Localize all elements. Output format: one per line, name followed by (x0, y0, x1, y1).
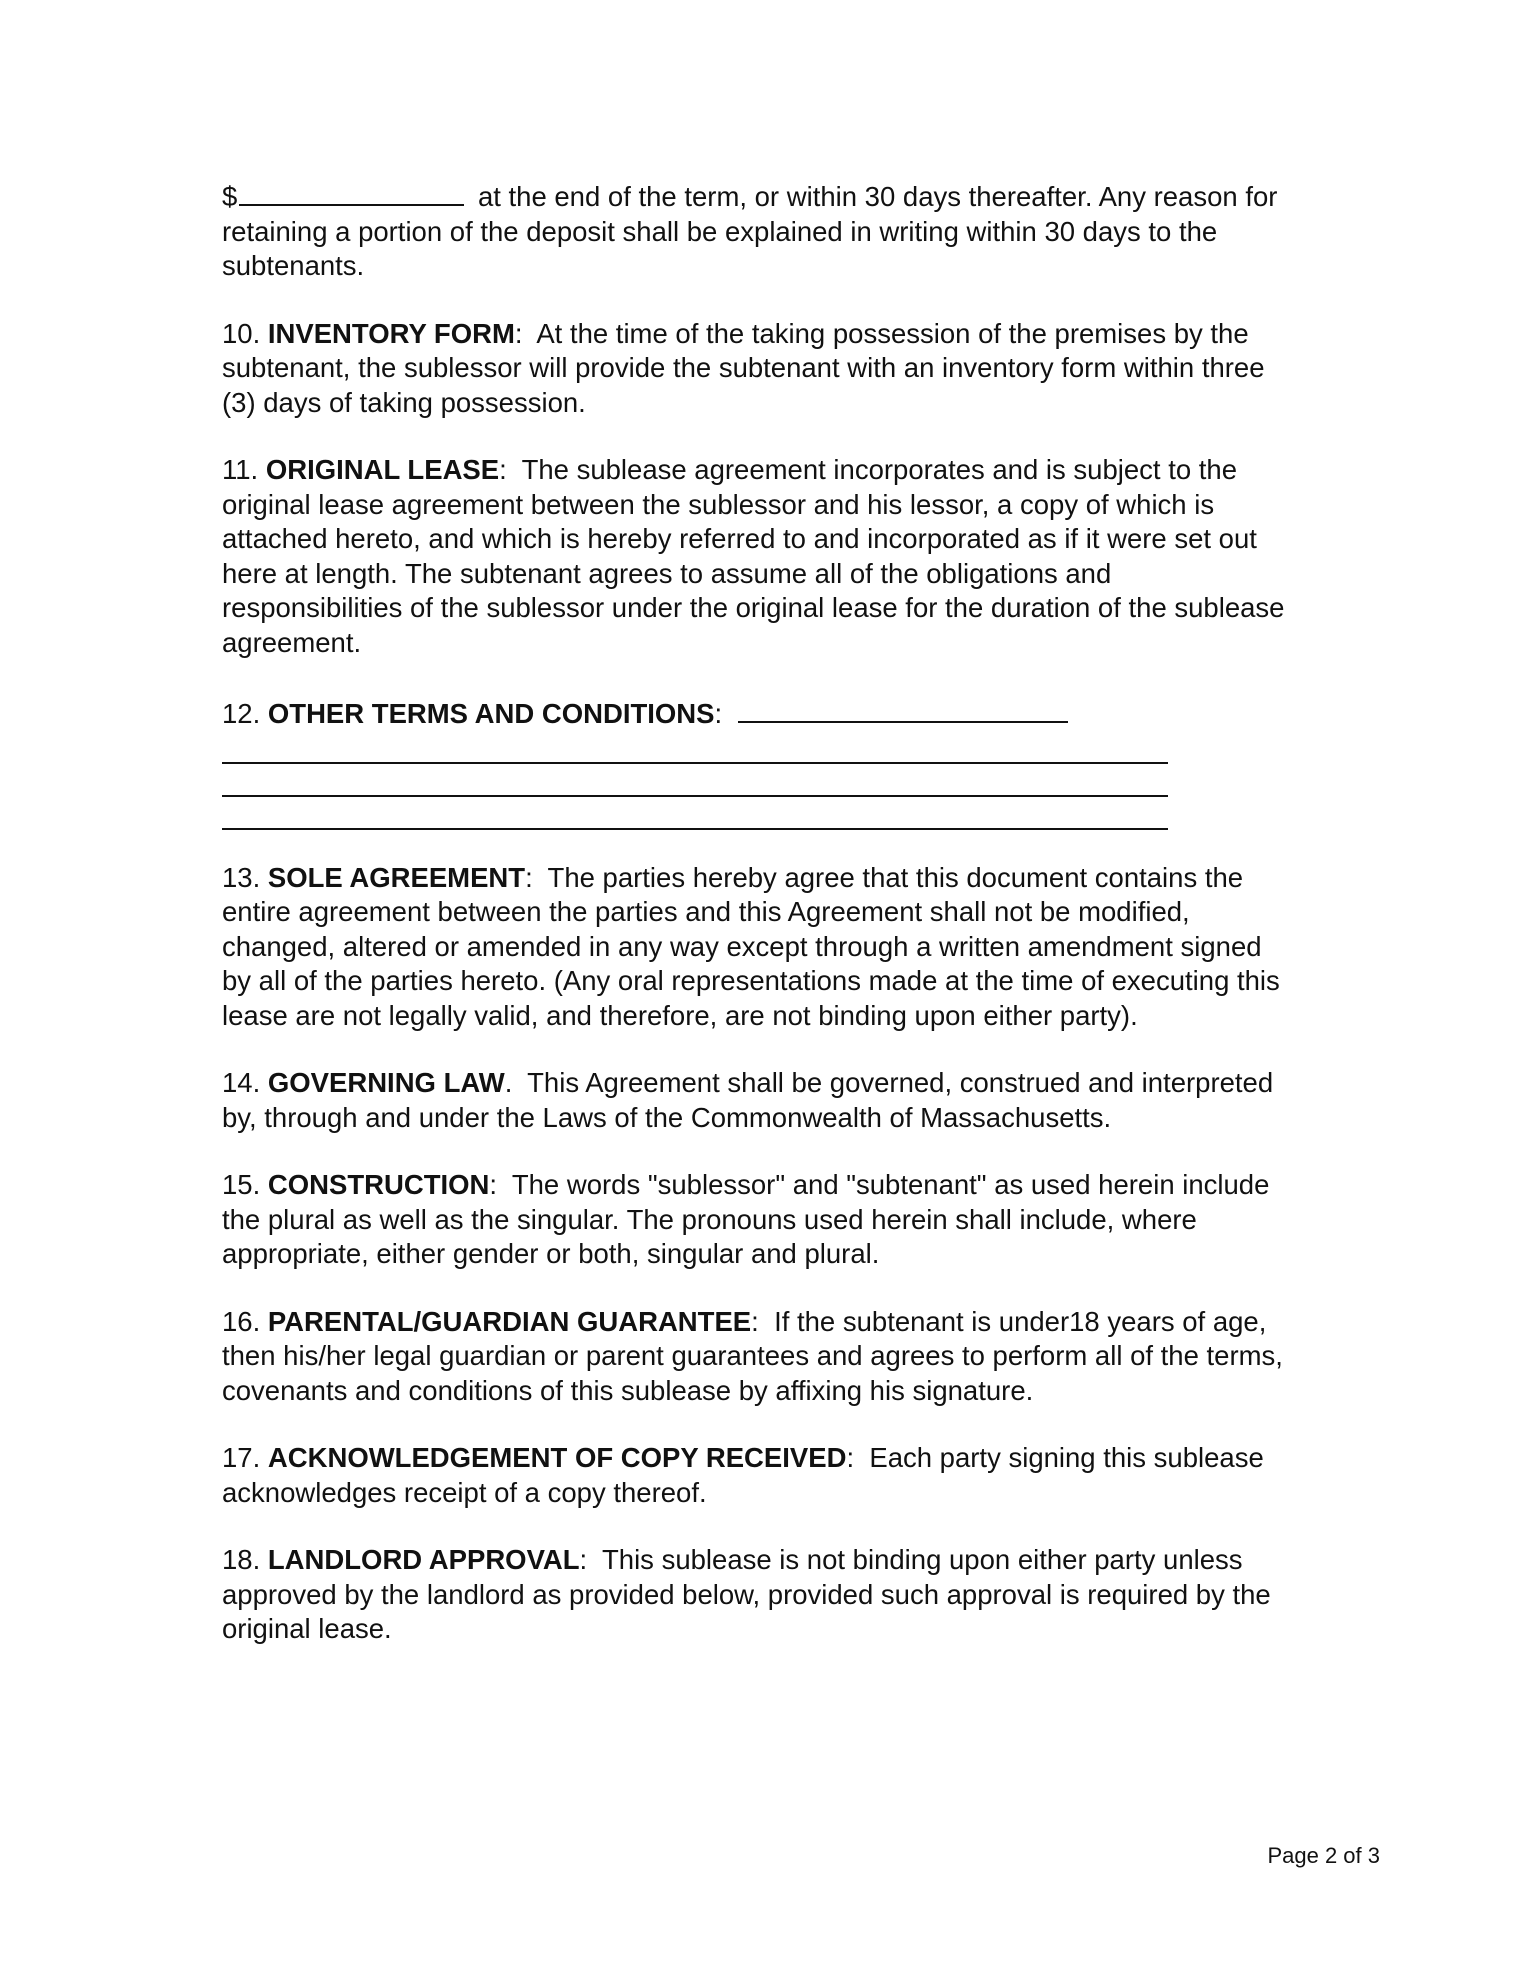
section-number: 11. (222, 454, 259, 485)
document-body (222, 176, 1297, 1680)
section-heading: GOVERNING LAW (267, 1067, 505, 1098)
section-body: At the time of the taking possession of the premises by the subtenant, the sublessor will provide the subtenant with an inventory form within three (3) days of taking possession. (222, 317, 1265, 418)
section-18 (222, 1543, 1297, 1647)
section-body: Each party signing this sublease acknowledges receipt of a copy thereof. (222, 1442, 1264, 1508)
section-15 (222, 1168, 1297, 1272)
section-body: The words "sublessor" and "subtenant" as used herein include the plural as well as the singular. The pronouns used herein shall include, where appropriate, either gender or both, singular and plural. (222, 1169, 1270, 1269)
deposit-amount-blank[interactable] (239, 176, 464, 206)
section-separator: : (579, 1544, 588, 1575)
section-body: This sublease is not binding upon either party unless approved by the landlord as provided below, provided such approval is required by the original lease. (222, 1544, 1271, 1644)
section-12 (222, 693, 1297, 830)
section-heading: PARENTAL/GUARDIAN GUARANTEE (267, 1305, 752, 1337)
section-heading: INVENTORY FORM (267, 317, 515, 349)
section-16 (222, 1305, 1297, 1409)
section-separator: : (499, 454, 507, 485)
deposit-return-paragraph (222, 176, 1297, 284)
section-number: 12. (222, 698, 261, 729)
section-number: 10. (222, 317, 261, 349)
other-terms-blank[interactable] (738, 693, 1068, 723)
section-17 (222, 1441, 1297, 1510)
section-heading: OTHER TERMS AND CONDITIONS (267, 698, 715, 729)
section-number: 15. (222, 1169, 261, 1200)
section-separator: . (504, 1067, 513, 1098)
section-14 (222, 1066, 1297, 1135)
section-body: If the subtenant is under18 years of age, then his/her legal guardian or parent guarantees and agrees to perform all of the terms, covenants and conditions of this sublease by affixing his signature. (222, 1305, 1283, 1406)
section-separator: : (846, 1442, 855, 1473)
section-number: 18. (222, 1544, 261, 1575)
deposit-return-text: at the end of the term, or within 30 days thereafter. Any reason for retaining a portion of the deposit shall be explained in writing within 30 days to the subtenants. (222, 181, 1278, 281)
section-number: 14. (222, 1067, 261, 1098)
section-heading: SOLE AGREEMENT (267, 861, 526, 893)
section-12-heading-line (222, 693, 1297, 732)
other-terms-line-2[interactable] (222, 795, 1168, 797)
section-separator: : (514, 317, 523, 349)
other-terms-line-1[interactable] (222, 762, 1168, 764)
section-number: 16. (222, 1305, 261, 1337)
section-heading: CONSTRUCTION (267, 1169, 490, 1200)
section-number: 13. (222, 861, 261, 893)
section-separator: : (714, 698, 723, 729)
section-11 (222, 453, 1297, 660)
section-number: 17. (222, 1442, 261, 1473)
section-heading: ACKNOWLEDGEMENT OF COPY RECEIVED (267, 1442, 847, 1473)
dollar-sign: $ (222, 181, 238, 212)
other-terms-line-3[interactable] (222, 828, 1168, 830)
section-body: This Agreement shall be governed, construed and interpreted by, through and under the Laws of the Commonwealth of Massachusetts. (222, 1067, 1274, 1133)
section-separator: : (525, 861, 533, 893)
page-number: Page 2 of 3 (1267, 1843, 1380, 1868)
section-separator: : (489, 1169, 498, 1200)
section-heading: LANDLORD APPROVAL (267, 1544, 580, 1575)
section-body: The parties hereby agree that this document contains the entire agreement between the parties and this Agreement shall not be modified, changed, altered or amended in any way except through a written amendment signed by all of the parties hereto. (Any oral representations made at the time of executing this lease are not legally valid, and therefore, are not binding upon either party). (222, 861, 1280, 1031)
section-10 (222, 317, 1297, 421)
section-separator: : (751, 1305, 759, 1337)
section-body: The sublease agreement incorporates and is subject to the original lease agreement between the sublessor and his lessor, a copy of which is attached hereto, and which is hereby referred to and incorporated as if it were set out here at length. The subtenant agrees to assume all of the obligations and responsibilities of the sublessor under the original lease for the duration of the sublease agreement. (222, 454, 1285, 658)
section-heading: ORIGINAL LEASE (265, 454, 500, 485)
other-terms-lines (222, 732, 1297, 830)
section-13 (222, 861, 1297, 1034)
